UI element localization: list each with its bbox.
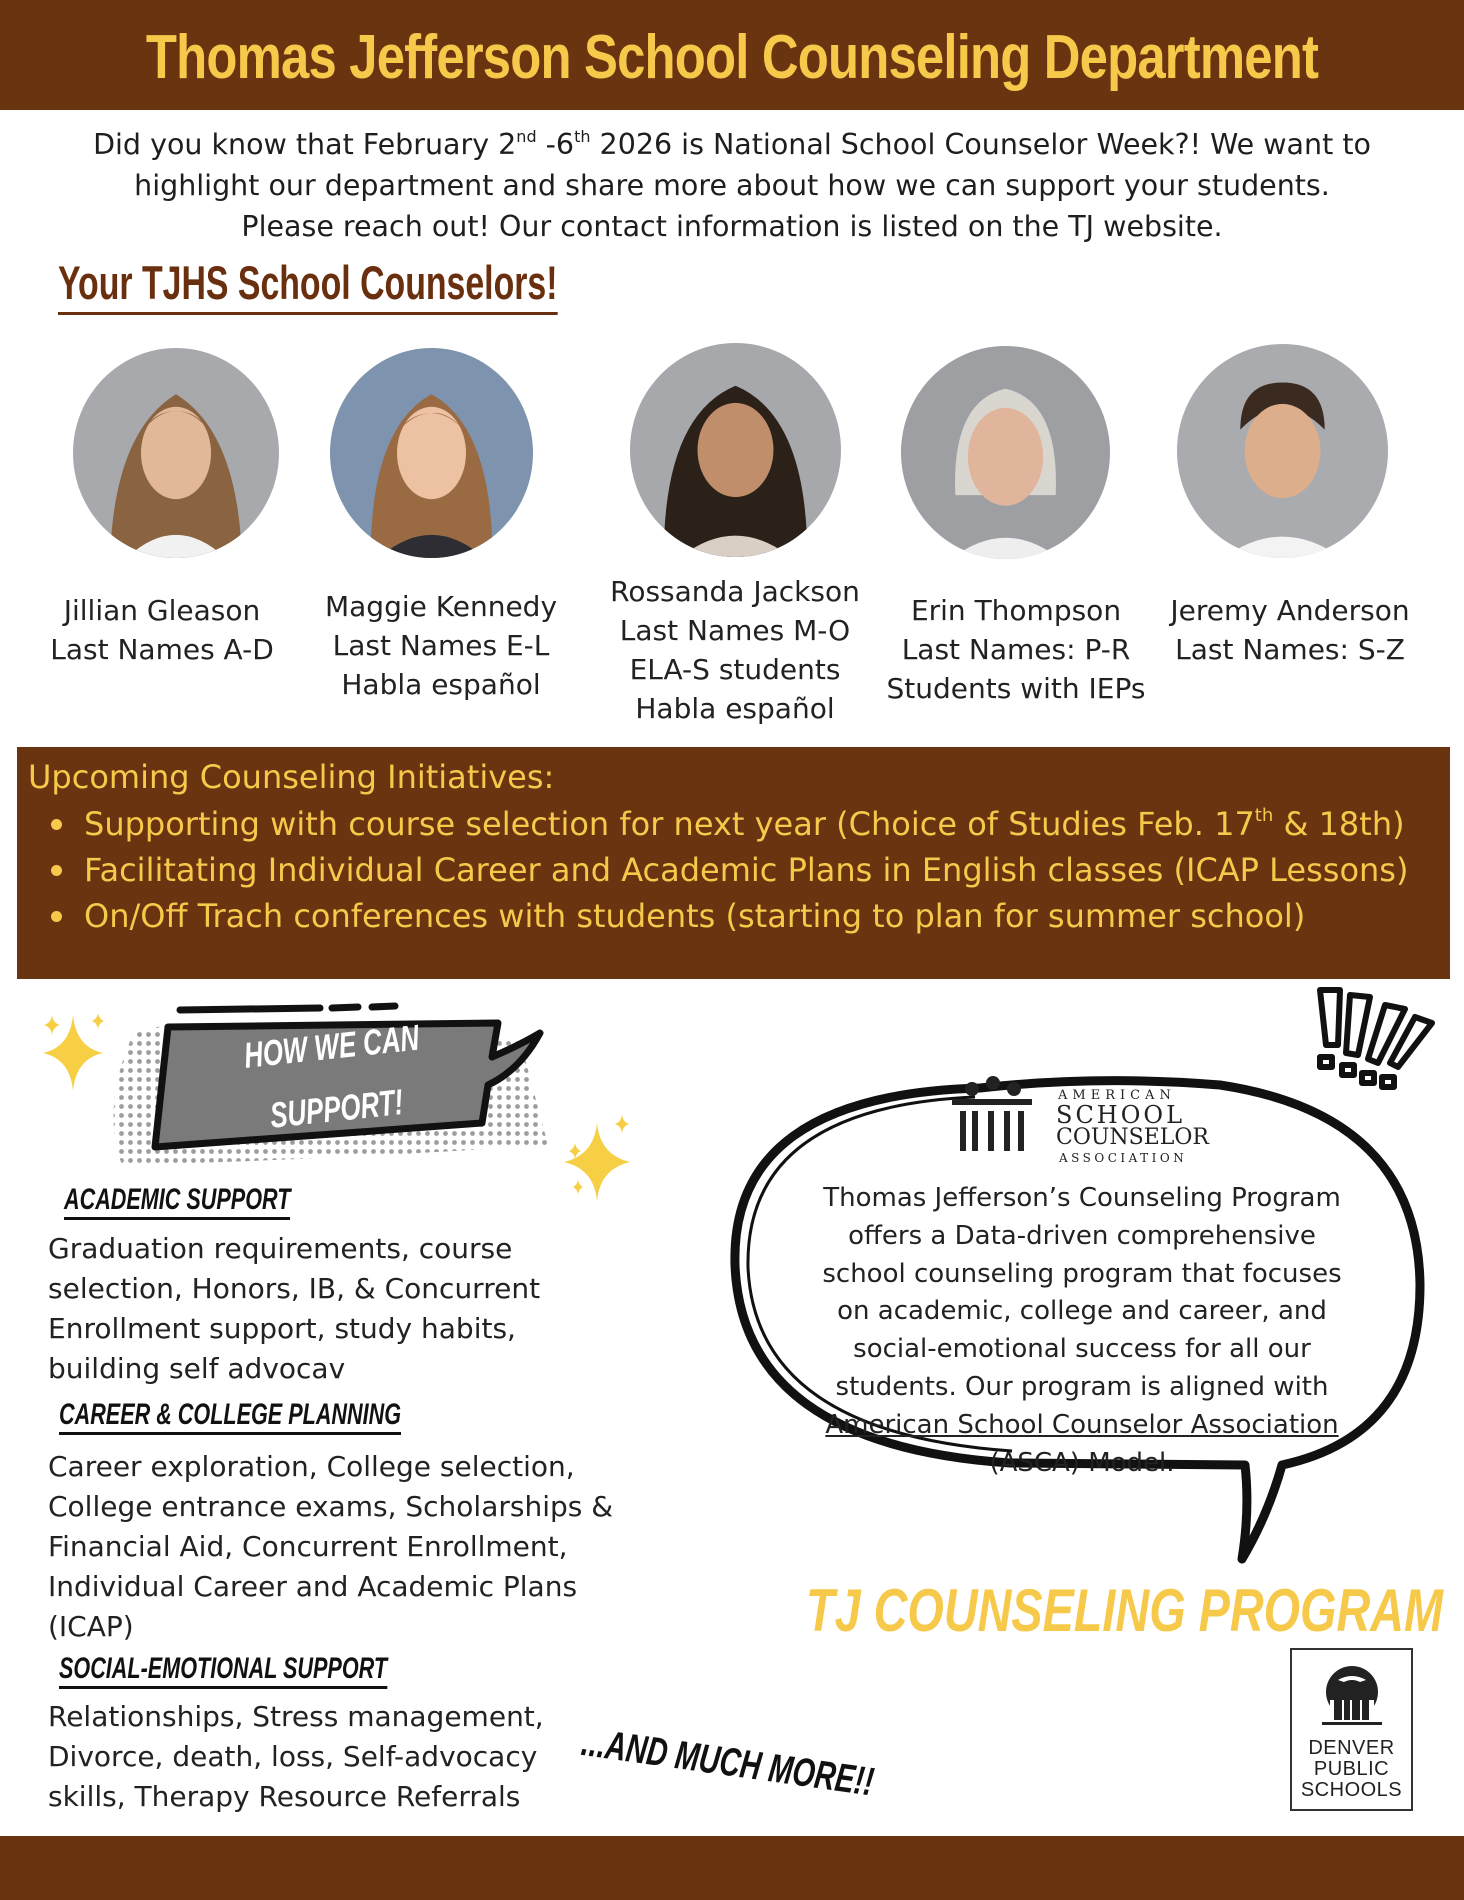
career-planning-heading: CAREER & COLLEGE PLANNING xyxy=(59,1398,401,1435)
counselor-caseload: Last Names: P-R xyxy=(901,633,1131,666)
bullet-icon xyxy=(51,865,62,876)
academic-support-text: Graduation requirements, course selection, Honors, IB, & Concurrent Enrollment support, study habits, building self advocav xyxy=(48,1232,541,1385)
social-emotional-text: Relationships, Stress management, Divorce, death, loss, Self-advocacy skills, Therapy Resource Referrals xyxy=(48,1700,544,1813)
intro-line-1: Did you know that February 2nd -6th 2026 is National School Counselor Week?! We want to xyxy=(93,127,1371,161)
exclamation-icon xyxy=(1320,990,1432,1087)
much-more-text: ...AND MUCH MORE!! xyxy=(578,1720,877,1805)
counselor-name: Maggie Kennedy xyxy=(324,590,558,623)
counselor-photo-jackson xyxy=(630,343,841,557)
intro-line-2: highlight our department and share more about how we can support your students. xyxy=(134,169,1330,202)
academic-support-heading: ACADEMIC SUPPORT xyxy=(64,1183,290,1220)
counselor-info-thompson xyxy=(871,591,1161,708)
page-title: Thomas Jefferson School Counseling Department xyxy=(145,23,1319,92)
program-description: Thomas Jefferson’s Counseling Program offers a Data-driven comprehensive school counseling program that focuses on academic, college and career, and social-emotional success for all our students. Our program is aligned with American School Counselor Association (ASCA) Model. xyxy=(808,1180,1356,1482)
initiatives-title: Upcoming Counseling Initiatives: xyxy=(28,758,555,796)
intro-line-3: Please reach out! Our contact information is listed on the TJ website. xyxy=(241,210,1223,243)
footer-band xyxy=(0,1836,1464,1900)
counselor-info-anderson xyxy=(1150,591,1430,669)
counselor-note: Students with IEPs xyxy=(886,672,1146,705)
counselor-note: Habla español xyxy=(635,692,835,725)
counselor-caseload: Last Names E-L xyxy=(332,629,550,662)
bullet-icon xyxy=(51,819,62,830)
counselor-photo-anderson xyxy=(1177,344,1388,558)
badge-line-1: HOW WE CAN xyxy=(242,1016,421,1076)
initiatives-panel xyxy=(17,747,1450,979)
social-emotional-heading: SOCIAL-EMOTIONAL SUPPORT xyxy=(59,1652,387,1689)
counselor-name: Jillian Gleason xyxy=(63,594,261,627)
counselor-name: Jeremy Anderson xyxy=(1170,594,1410,627)
asca-logo-line-4: ASSOCIATION xyxy=(1059,1151,1188,1165)
counselor-name: Rossanda Jackson xyxy=(610,575,860,608)
asca-logo-line-2: SCHOOL xyxy=(1056,1101,1186,1129)
asca-logo-line-1: AMERICAN xyxy=(1058,1088,1176,1103)
counselor-info-jackson xyxy=(590,572,880,728)
counselor-photo-thompson xyxy=(901,346,1110,559)
dps-logo-text: DENVER PUBLIC SCHOOLS xyxy=(1300,1737,1403,1801)
counselor-caseload: Last Names A-D xyxy=(50,633,274,666)
asca-link[interactable]: American School Counselor Association xyxy=(825,1409,1339,1440)
counselor-note: Habla español xyxy=(341,668,541,701)
career-planning-text: Career exploration, College selection, College entrance exams, Scholarships & Financial Aid, Concurrent Enrollment, Individual Career and Academic Plans (ICAP) xyxy=(48,1450,614,1643)
intro-paragraph xyxy=(40,124,1424,247)
list-item: Facilitating Individual Career and Academic Plans in English classes (ICAP Lessons) xyxy=(46,847,1408,893)
bullet-icon xyxy=(51,911,62,922)
list-item: On/Off Trach conferences with students (starting to plan for summer school) xyxy=(46,893,1408,939)
program-title: TJ COUNSELING PROGRAM xyxy=(806,1577,1444,1644)
list-item: Supporting with course selection for next year (Choice of Studies Feb. 17th & 18th) xyxy=(46,801,1408,847)
counselor-info-gleason xyxy=(42,591,282,669)
counselor-photo-kennedy xyxy=(330,348,533,558)
counselor-caseload: Last Names M-O xyxy=(619,614,851,647)
sparkle-icon xyxy=(43,1013,104,1091)
counselors-heading: Your TJHS School Counselors! xyxy=(58,255,558,315)
counselor-info-kennedy xyxy=(316,587,566,704)
counselor-name: Erin Thompson xyxy=(910,594,1122,627)
counselor-note: ELA-S students xyxy=(629,653,841,686)
dps-logo xyxy=(1290,1648,1413,1811)
asca-logo-line-3: COUNSELOR xyxy=(1056,1125,1210,1150)
initiatives-list xyxy=(46,801,1408,939)
badge-line-2: SUPPORT! xyxy=(268,1081,406,1136)
counselor-caseload: Last Names: S-Z xyxy=(1175,633,1405,666)
city-skyline-icon xyxy=(1314,1662,1390,1734)
sparkle-icon xyxy=(564,1115,630,1201)
counselor-photo-gleason xyxy=(73,348,279,558)
